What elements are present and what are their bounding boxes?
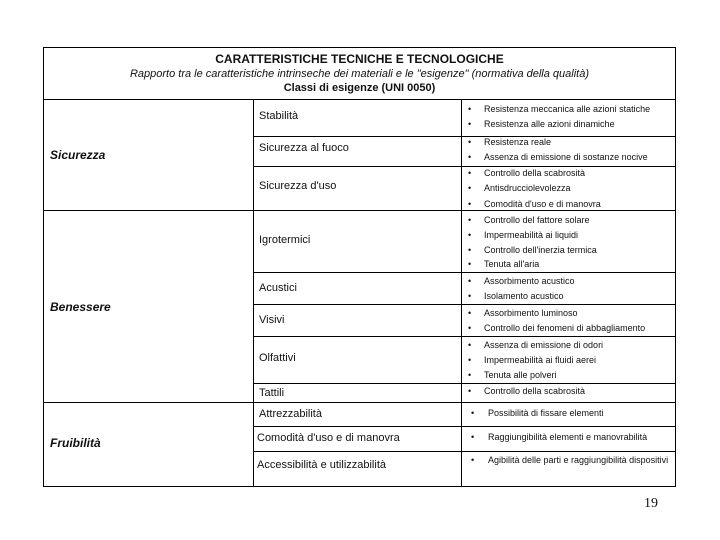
table-header: [43, 48, 676, 100]
list-item: • Controllo della scabrosità: [468, 384, 585, 399]
requirement-list-comodita: [471, 430, 647, 445]
page-number: 19: [644, 496, 658, 511]
requirement-list-olfattivi: [468, 338, 603, 382]
page-title: CARATTERISTICHE TECNICHE E TECNOLOGICHE: [215, 52, 504, 66]
requirement-sicurezza-al-fuoco: Sicurezza al fuoco: [259, 142, 349, 154]
category-divider-benessere: [43, 402, 676, 403]
row-divider: [253, 272, 676, 273]
column-divider-left: [253, 100, 254, 486]
requirement-tattili: Tattili: [259, 387, 285, 399]
list-item: • Assorbimento acustico: [468, 274, 575, 289]
list-item: • Raggiungibilità elementi e manovrabilità: [471, 430, 647, 445]
requirement-list-sicurezza-uso: [468, 166, 601, 212]
requirement-attrezzabilita: Attrezzabilità: [259, 408, 322, 420]
requirement-stabilita: Stabilità: [259, 110, 299, 122]
requirement-comodita-uso: Comodità d'uso e di manovra: [257, 432, 400, 444]
list-item: • Assenza di emissione di sostanze nocive: [468, 150, 648, 165]
list-item: • Agibilità delle parti e raggiungibilità dispositivi: [471, 455, 678, 466]
list-item: • Controllo dei fenomeni di abbagliamento: [468, 321, 645, 336]
row-divider: [253, 166, 676, 167]
column-divider-right: [461, 100, 462, 486]
row-divider: [253, 304, 676, 305]
list-item: • Comodità d'uso e di manovra: [468, 197, 601, 212]
requirement-list-attrezzabilita: [471, 406, 604, 421]
list-item: • Resistenza alle azioni dinamiche: [468, 117, 650, 132]
category-sicurezza: Sicurezza: [50, 148, 106, 162]
row-divider: [253, 426, 676, 427]
list-item: • Assenza di emissione di odori: [468, 338, 603, 353]
classes-heading: Classi di esigenze (UNI 0050): [283, 82, 436, 94]
requirement-igrotermici: Igrotermici: [259, 234, 311, 246]
requirement-list-igrotermici: [468, 213, 597, 272]
requirement-list-accessibilita: [471, 455, 678, 466]
requirement-list-visivi: [468, 306, 645, 336]
requirement-olfattivi: Olfattivi: [259, 352, 296, 364]
list-item: • Resistenza reale: [468, 135, 648, 150]
requirement-sicurezza-uso: Sicurezza d'uso: [259, 180, 337, 192]
list-item: • Impermeabilità ai liquidi: [468, 228, 597, 243]
requirement-list-stabilita: [468, 102, 650, 133]
list-item: • Impermeabilità ai fluidi aerei: [468, 353, 603, 368]
requirement-list-tattili: [468, 384, 585, 399]
list-item: • Controllo del fattore solare: [468, 213, 597, 228]
row-divider: [253, 336, 676, 337]
list-item: • Controllo della scabrosità: [468, 166, 601, 181]
list-item: • Isolamento acustico: [468, 289, 575, 304]
list-item: • Possibilità di fissare elementi: [471, 406, 604, 421]
requirement-accessibilita: Accessibilità e utilizzabilità: [257, 459, 386, 471]
list-item: • Controllo dell'inerzia termica: [468, 243, 597, 258]
row-divider: [253, 451, 676, 452]
category-benessere: Benessere: [50, 300, 111, 314]
list-item: • Tenuta alle polveri: [468, 368, 603, 383]
list-item: • Resistenza meccanica alle azioni statiche: [468, 102, 650, 117]
requirement-list-fuoco: [468, 135, 648, 166]
list-item: • Assorbimento luminoso: [468, 306, 645, 321]
page-subtitle: Rapporto tra le caratteristiche intrinseche dei materiali e le "esigenze" (normativa della qualità): [129, 68, 590, 80]
requirement-list-acustici: [468, 274, 575, 304]
row-divider: [253, 383, 676, 384]
requirement-visivi: Visivi: [259, 314, 285, 326]
list-item: • Tenuta all'aria: [468, 257, 597, 272]
list-item: • Antisdrucciolevolezza: [468, 181, 601, 196]
requirement-acustici: Acustici: [259, 282, 297, 294]
category-fruibilita: Fruibilità: [50, 436, 101, 450]
